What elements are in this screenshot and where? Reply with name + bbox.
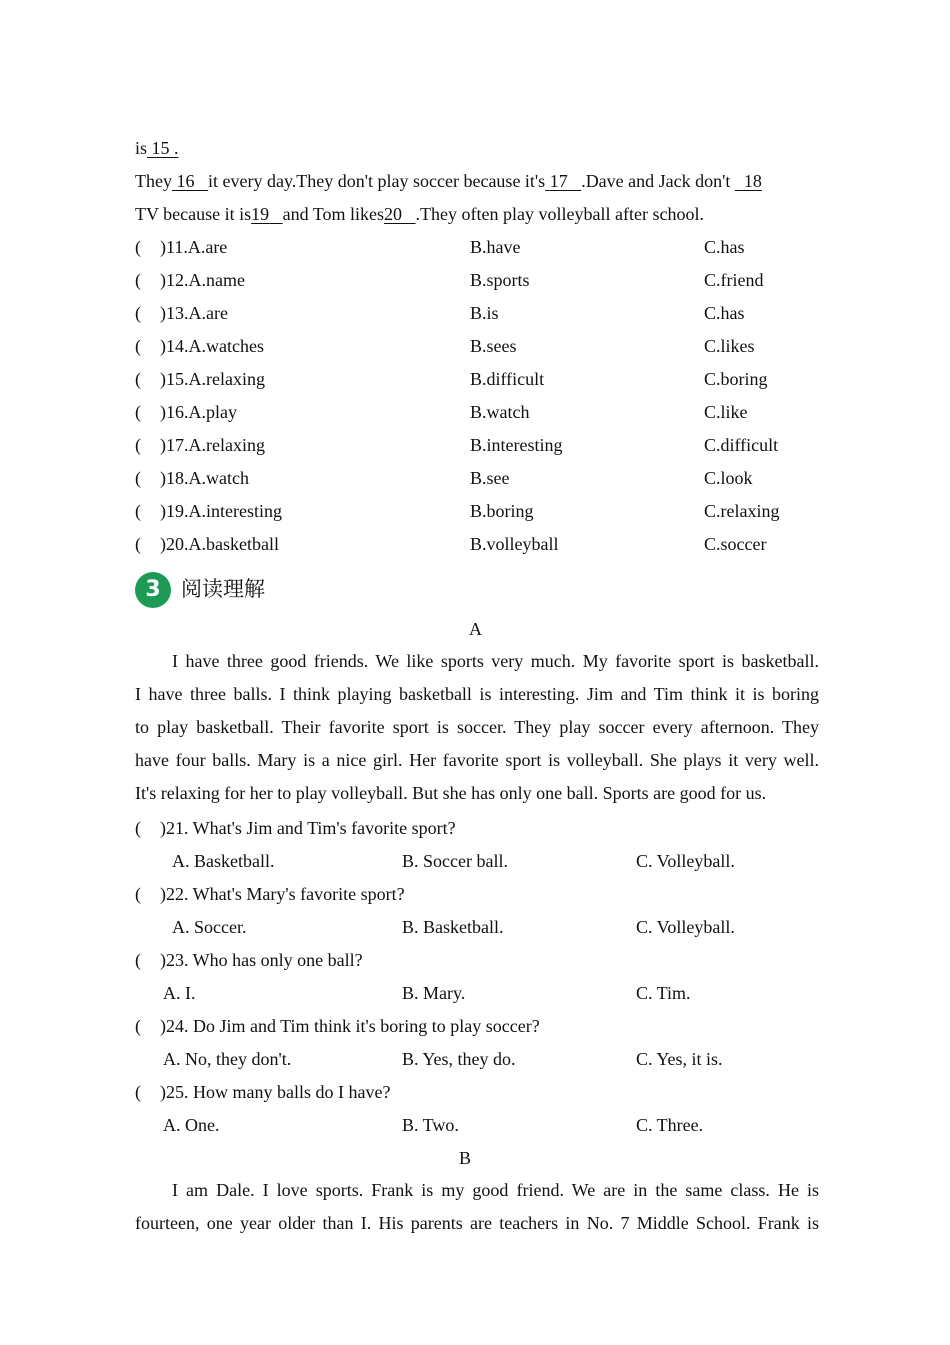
option-c: C. Volleyball. xyxy=(636,917,735,937)
blank-15: 15 . xyxy=(151,138,179,158)
option-c: C. Volleyball. xyxy=(636,851,735,871)
section-number-badge: 3 xyxy=(135,572,171,608)
option-b: B. Soccer ball. xyxy=(402,851,508,871)
question-21: ( )21. What's Jim and Tim's favorite sport? xyxy=(135,818,456,838)
option-b: B. Basketball. xyxy=(402,917,504,937)
cloze-text: and Tom likes xyxy=(282,204,385,224)
cloze-text: .Dave and Jack don't xyxy=(581,171,731,191)
question-25: ( )25. How many balls do I have? xyxy=(135,1082,391,1102)
passage-a-label: A xyxy=(469,619,482,639)
passage-line: I have three balls. I think playing basketball is interesting. Jim and Tim think it is boring xyxy=(135,684,819,704)
passage-line: have four balls. Mary is a nice girl. Her favorite sport is volleyball. She plays it very well. xyxy=(135,750,819,770)
cloze-line-1 xyxy=(135,136,179,160)
blank-18: 18 xyxy=(743,171,762,191)
passage-a xyxy=(135,645,819,810)
blank-16: 16 xyxy=(176,171,195,191)
section-title: 阅读理解 xyxy=(181,577,265,601)
question-19: ( )19.A.interesting B.boring C.relaxing xyxy=(135,501,780,521)
cloze-text: it every day.They don't play soccer because it's xyxy=(207,171,546,191)
option-b: B. Two. xyxy=(402,1115,459,1135)
blank-20: 20 xyxy=(384,204,403,224)
question-20: ( )20.A.basketball B.volleyball C.soccer xyxy=(135,534,767,554)
cloze-text: is xyxy=(135,138,148,158)
passage-line: to play basketball. Their favorite sport is soccer. They play soccer every afternoon. They xyxy=(135,717,819,737)
cloze-line-2 xyxy=(135,169,762,193)
question-23: ( )23. Who has only one ball? xyxy=(135,950,363,970)
option-a: A. Soccer. xyxy=(172,917,247,937)
cloze-text: They xyxy=(135,171,172,191)
question-24-options xyxy=(0,1047,723,1071)
question-25-options xyxy=(0,1113,704,1137)
blank-17: 17 xyxy=(549,171,568,191)
option-a: A. I. xyxy=(163,983,196,1003)
blank-19: 19 xyxy=(251,204,270,224)
cloze-text: TV because it is xyxy=(135,204,252,224)
option-a: A. Basketball. xyxy=(172,851,275,871)
question-14: ( )14.A.watches B.sees C.likes xyxy=(135,336,755,356)
option-a: A. One. xyxy=(163,1115,220,1135)
option-c: C. Three. xyxy=(636,1115,704,1135)
option-b: B. Mary. xyxy=(402,983,466,1003)
passage-b-label: B xyxy=(459,1148,472,1168)
option-b: B. Yes, they do. xyxy=(402,1049,516,1069)
option-c: C. Yes, it is. xyxy=(636,1049,723,1069)
question-15: ( )15.A.relaxing B.difficult C.boring xyxy=(135,369,768,389)
passage-line: I am Dale. I love sports. Frank is my good friend. We are in the same class. He is xyxy=(172,1180,819,1200)
question-12: ( )12.A.name B.sports C.friend xyxy=(135,270,764,290)
passage-line: I have three good friends. We like sports very much. My favorite sport is basketball. xyxy=(172,651,819,671)
question-22: ( )22. What's Mary's favorite sport? xyxy=(135,884,405,904)
question-17: ( )17.A.relaxing B.interesting C.difficult xyxy=(135,435,779,455)
question-13: ( )13.A.are B.is C.has xyxy=(135,303,745,323)
passage-b xyxy=(135,1174,819,1240)
question-21-options xyxy=(0,849,735,873)
question-23-options xyxy=(0,981,700,1005)
question-22-options xyxy=(0,915,735,939)
cloze-line-3 xyxy=(135,202,704,226)
question-18: ( )18.A.watch B.see C.look xyxy=(135,468,753,488)
cloze-text: .They often play volleyball after school. xyxy=(415,204,704,224)
question-11: ( )11.A.are B.have C.has xyxy=(135,237,745,257)
question-24: ( )24. Do Jim and Tim think it's boring to play soccer? xyxy=(135,1016,540,1036)
option-a: A. No, they don't. xyxy=(163,1049,292,1069)
passage-line: It's relaxing for her to play volleyball. But she has only one ball. Sports are good for us. xyxy=(135,783,767,803)
option-c: C. Tim. xyxy=(636,983,691,1003)
question-16: ( )16.A.play B.watch C.like xyxy=(135,402,748,422)
passage-line: fourteen, one year older than I. His parents are teachers in No. 7 Middle School. Frank is xyxy=(135,1213,819,1233)
